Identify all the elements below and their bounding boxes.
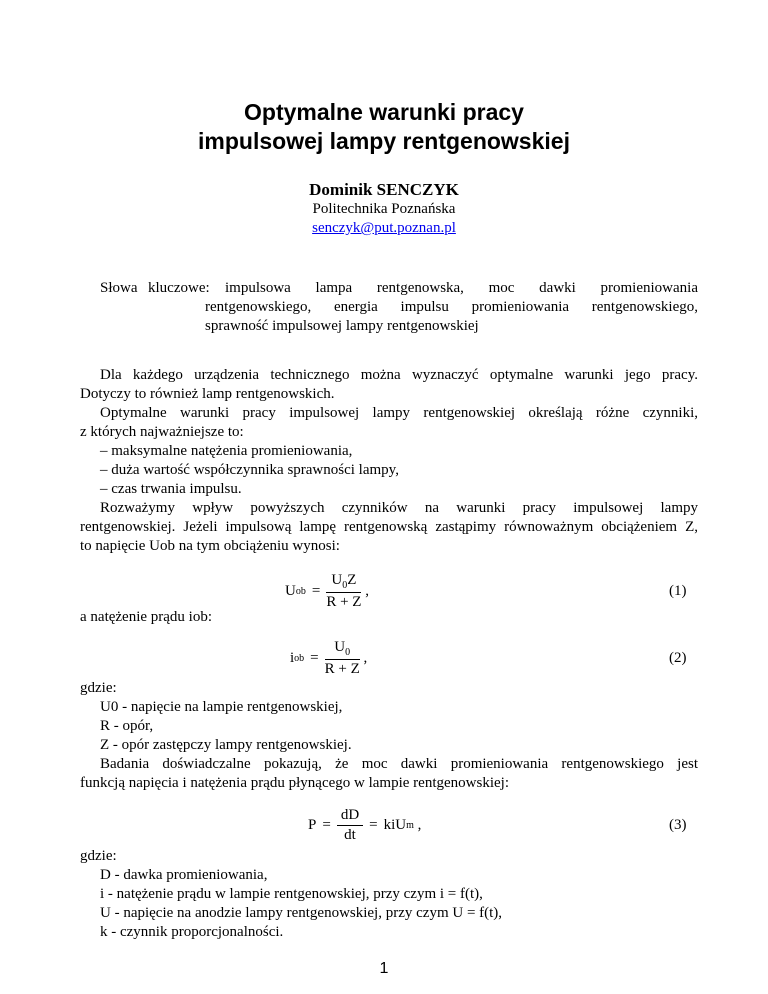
eq3-rhs-sup: m <box>406 819 414 831</box>
eq1-equals: = <box>311 582 321 599</box>
eq2-numerator <box>325 639 360 660</box>
eq2-denominator: R + Z <box>324 660 360 677</box>
gdzie-2: gdzie: <box>80 848 117 864</box>
keywords-text-2: rentgenowskiego, energia impulsu promieniowania rentgenowskiego, <box>205 299 698 315</box>
paper-title-line-2: impulsowej lampy rentgenowskiej <box>198 128 570 154</box>
equation-1-number: (1) <box>669 583 687 599</box>
equation-3-number: (3) <box>669 817 687 833</box>
definition-u: U - napięcie na anodzie lampy rentgenowskiej, przy czym U = f(t), <box>100 905 503 921</box>
eq1-num-sub: 0 <box>342 579 348 591</box>
eq3-fraction <box>337 807 363 844</box>
paragraph-3-line-1: Rozważymy wpływ powyższych czynników na warunki pracy impulsowej lampy <box>100 500 698 516</box>
paragraph-3-line-2: rentgenowskiej. Jeżeli impulsową lampę rentgenowską zastąpimy równoważnym obciążeniem Z, <box>80 519 698 535</box>
definition-z: Z - opór zastępczy lampy rentgenowskiej. <box>100 737 352 753</box>
gdzie-1: gdzie: <box>80 680 117 696</box>
eq3-rhs: kiU <box>383 816 407 833</box>
eq3-lhs: P <box>308 816 317 833</box>
eq3-comma: , <box>413 816 422 833</box>
eq1-fraction <box>326 572 361 611</box>
keywords-line-2 <box>205 299 698 316</box>
eq3-numerator: dD <box>337 807 363 826</box>
paragraph-1-line-1: Dla każdego urządzenia technicznego można wyznaczyć optymalne warunki jego pracy. <box>100 367 698 383</box>
definition-r: R - opór, <box>100 718 154 734</box>
equation-3 <box>308 800 421 850</box>
eq2-comma: , <box>359 649 368 666</box>
definition-i: i - natężenie prądu w lampie rentgenowskiej, przy czym i = f(t), <box>100 886 483 902</box>
equation-2-number: (2) <box>669 650 687 666</box>
eq2-equals: = <box>310 649 319 666</box>
list-item-3: – czas trwania impulsu. <box>100 481 242 497</box>
paragraph-2-line-2: z których najważniejsze to: <box>80 424 244 440</box>
paragraph-3-line-3: to napięcie Uob na tym obciążeniu wynosi: <box>80 538 340 554</box>
eq3-equals-2: = <box>369 816 378 833</box>
paper-title-line-1: Optymalne warunki pracy <box>244 99 524 125</box>
list-item-1: – maksymalne natężenia promieniowania, <box>100 443 353 459</box>
eq1-numerator <box>326 572 361 593</box>
keywords-line-1 <box>225 280 698 297</box>
author-name: Dominik SENCZYK <box>309 180 459 199</box>
eq2-num-u: U <box>334 638 346 655</box>
eq2-fraction <box>325 639 360 678</box>
page-number: 1 <box>379 960 389 977</box>
eq1-num-z: Z <box>347 571 357 588</box>
eq2-lhs-sub: ob <box>294 652 305 664</box>
email-link[interactable]: senczyk@put.poznan.pl <box>312 220 456 236</box>
eq2-num-sub: 0 <box>345 646 351 658</box>
text-after-eq1: a natężenie prądu iob: <box>80 609 213 625</box>
definition-u0: U0 - napięcie na lampie rentgenowskiej, <box>100 699 343 715</box>
keywords-label-2: kluczowe: <box>148 280 210 296</box>
eq1-comma: , <box>361 582 369 599</box>
eq1-denominator: R + Z <box>326 593 362 610</box>
keywords-label: Słowa <box>100 280 138 296</box>
keywords-text-3: sprawność impulsowej lampy rentgenowskiej <box>205 318 479 334</box>
email-wrapper <box>0 220 768 237</box>
eq3-equals-1: = <box>322 816 331 833</box>
eq1-lhs-sub: ob <box>295 585 306 597</box>
keywords-text-1: impulsowa lampa rentgenowska, moc dawki promieniowania <box>225 280 698 296</box>
eq1-num-u: U <box>331 571 343 588</box>
definition-k: k - czynnik proporcjonalności. <box>100 924 284 940</box>
list-item-2: – duża wartość współczynnika sprawności lampy, <box>100 462 399 478</box>
definition-d: D - dawka promieniowania, <box>100 867 268 883</box>
eq1-lhs: U <box>285 582 296 599</box>
paragraph-2-line-1: Optymalne warunki pracy impulsowej lampy rentgenowskiej określają różne czynniki, <box>100 405 698 421</box>
eq3-denominator: dt <box>344 826 356 843</box>
paragraph-4-line-2: funkcją napięcia i natężenia prądu płynącego w lampie rentgenowskiej: <box>80 775 509 791</box>
paragraph-1-line-2: Dotyczy to również lamp rentgenowskich. <box>80 386 335 402</box>
eq2-lhs: i <box>290 649 295 666</box>
equation-2 <box>290 633 367 683</box>
paragraph-4-line-1: Badania doświadczalne pokazują, że moc dawki promieniowania rentgenowskiego jest <box>100 756 698 772</box>
affiliation: Politechnika Poznańska <box>312 201 456 217</box>
